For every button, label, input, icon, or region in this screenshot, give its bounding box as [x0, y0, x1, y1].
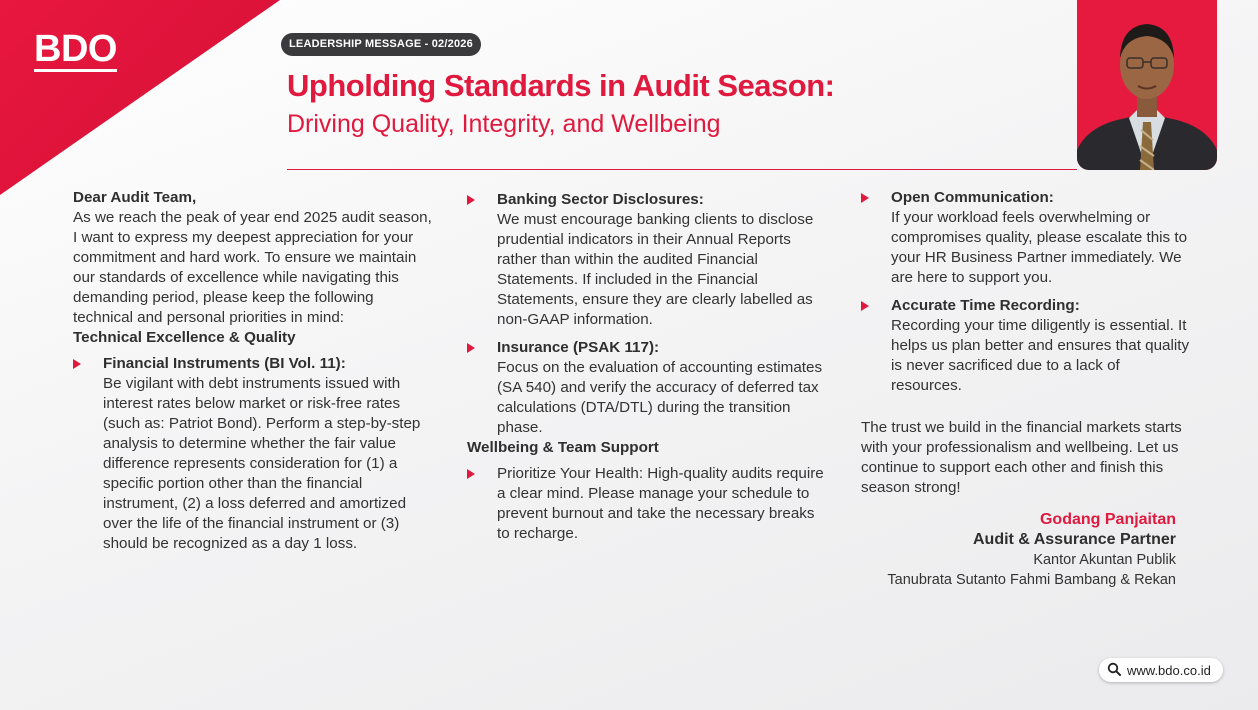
list-item-financial-instruments — [73, 354, 435, 554]
signature-firm-line2: Tanubrata Sutanto Fahmi Bambang & Rekan — [887, 572, 1176, 588]
list-item-open-communication — [861, 188, 1191, 288]
closing-paragraph: The trust we build in the financial markets starts with your professionalism and wellbeing. Let us continue to support each other and finish this season strong! — [861, 419, 1182, 496]
item-title: Open Communication: — [891, 189, 1054, 206]
column-left — [73, 188, 435, 554]
signature-firm-line1: Kantor Akuntan Publik — [1033, 552, 1176, 568]
bullet-triangle-icon — [467, 195, 475, 205]
list-item-banking-disclosures — [467, 190, 827, 330]
column-middle — [467, 190, 827, 544]
bullet-triangle-icon — [73, 359, 81, 369]
item-body: Recording your time diligently is essential. It helps us plan better and ensures that quality is never sacrificed due to a lack of resources. — [891, 317, 1190, 394]
bullet-triangle-icon — [861, 193, 869, 203]
page-subtitle: Driving Quality, Integrity, and Wellbeing — [287, 110, 721, 138]
partner-portrait — [1077, 0, 1217, 170]
signature-block — [861, 510, 1176, 590]
item-body: If your workload feels overwhelming or compromises quality, please escalate this to your HR Business Partner immediately. We are here to support you. — [891, 209, 1188, 286]
item-title: Accurate Time Recording: — [891, 297, 1080, 314]
header-divider — [287, 169, 1077, 170]
list-item-insurance — [467, 338, 827, 438]
item-title: Financial Instruments (BI Vol. 11): — [103, 355, 346, 372]
list-item-health — [467, 464, 827, 544]
section-heading-wellbeing: Wellbeing & Team Support — [467, 439, 659, 456]
intro-paragraph: As we reach the peak of year end 2025 audit season, I want to express my deepest appreciation for your commitment and hard work. To ensure we maintain our standards of excellence while navigating this demanding period, please keep the following technical and personal priorities in mind: — [73, 209, 432, 326]
bullet-triangle-icon — [861, 301, 869, 311]
section-heading-technical: Technical Excellence & Quality — [73, 329, 296, 346]
item-body: Prioritize Your Health: High-quality audits require a clear mind. Please manage your schedule to prevent burnout and take the necessary breaks to recharge. — [497, 465, 824, 542]
website-link[interactable] — [1099, 658, 1223, 682]
page-title: Upholding Standards in Audit Season: — [287, 68, 835, 103]
search-icon — [1107, 662, 1121, 679]
signature-title: Audit & Assurance Partner — [972, 531, 1176, 548]
column-right — [861, 188, 1191, 590]
list-item-time-recording — [861, 296, 1191, 396]
leadership-message-badge: LEADERSHIP MESSAGE - 02/2026 — [281, 33, 481, 56]
greeting: Dear Audit Team, — [73, 189, 197, 206]
bullet-triangle-icon — [467, 469, 475, 479]
bullet-triangle-icon — [467, 343, 475, 353]
bdo-logo: BDO — [34, 28, 117, 70]
item-title: Banking Sector Disclosures: — [497, 191, 704, 208]
item-body: We must encourage banking clients to disclose prudential indicators in their Annual Reports rather than within the audited Financial Statements. If included in the Financial Statements, ensure they are clearly labelled as non-GAAP information. — [497, 211, 814, 328]
website-url: www.bdo.co.id — [1127, 662, 1211, 678]
item-title: Insurance (PSAK 117): — [497, 339, 660, 356]
item-body: Be vigilant with debt instruments issued with interest rates below market or risk-free rates (such as: Patriot Bond). Perform a step-by-step analysis to determine whether the fair value difference represents consideration for (1) a specific portion other than the financial instrument, (2) a loss deferred and amortized over the life of the financial instrument or (3) should be recognized as a day 1 loss. — [103, 375, 421, 552]
item-body: Focus on the evaluation of accounting estimates (SA 540) and verify the accuracy of deferred tax calculations (DTA/DTL) during the transition phase. — [497, 359, 823, 436]
signature-name: Godang Panjaitan — [1039, 511, 1176, 528]
